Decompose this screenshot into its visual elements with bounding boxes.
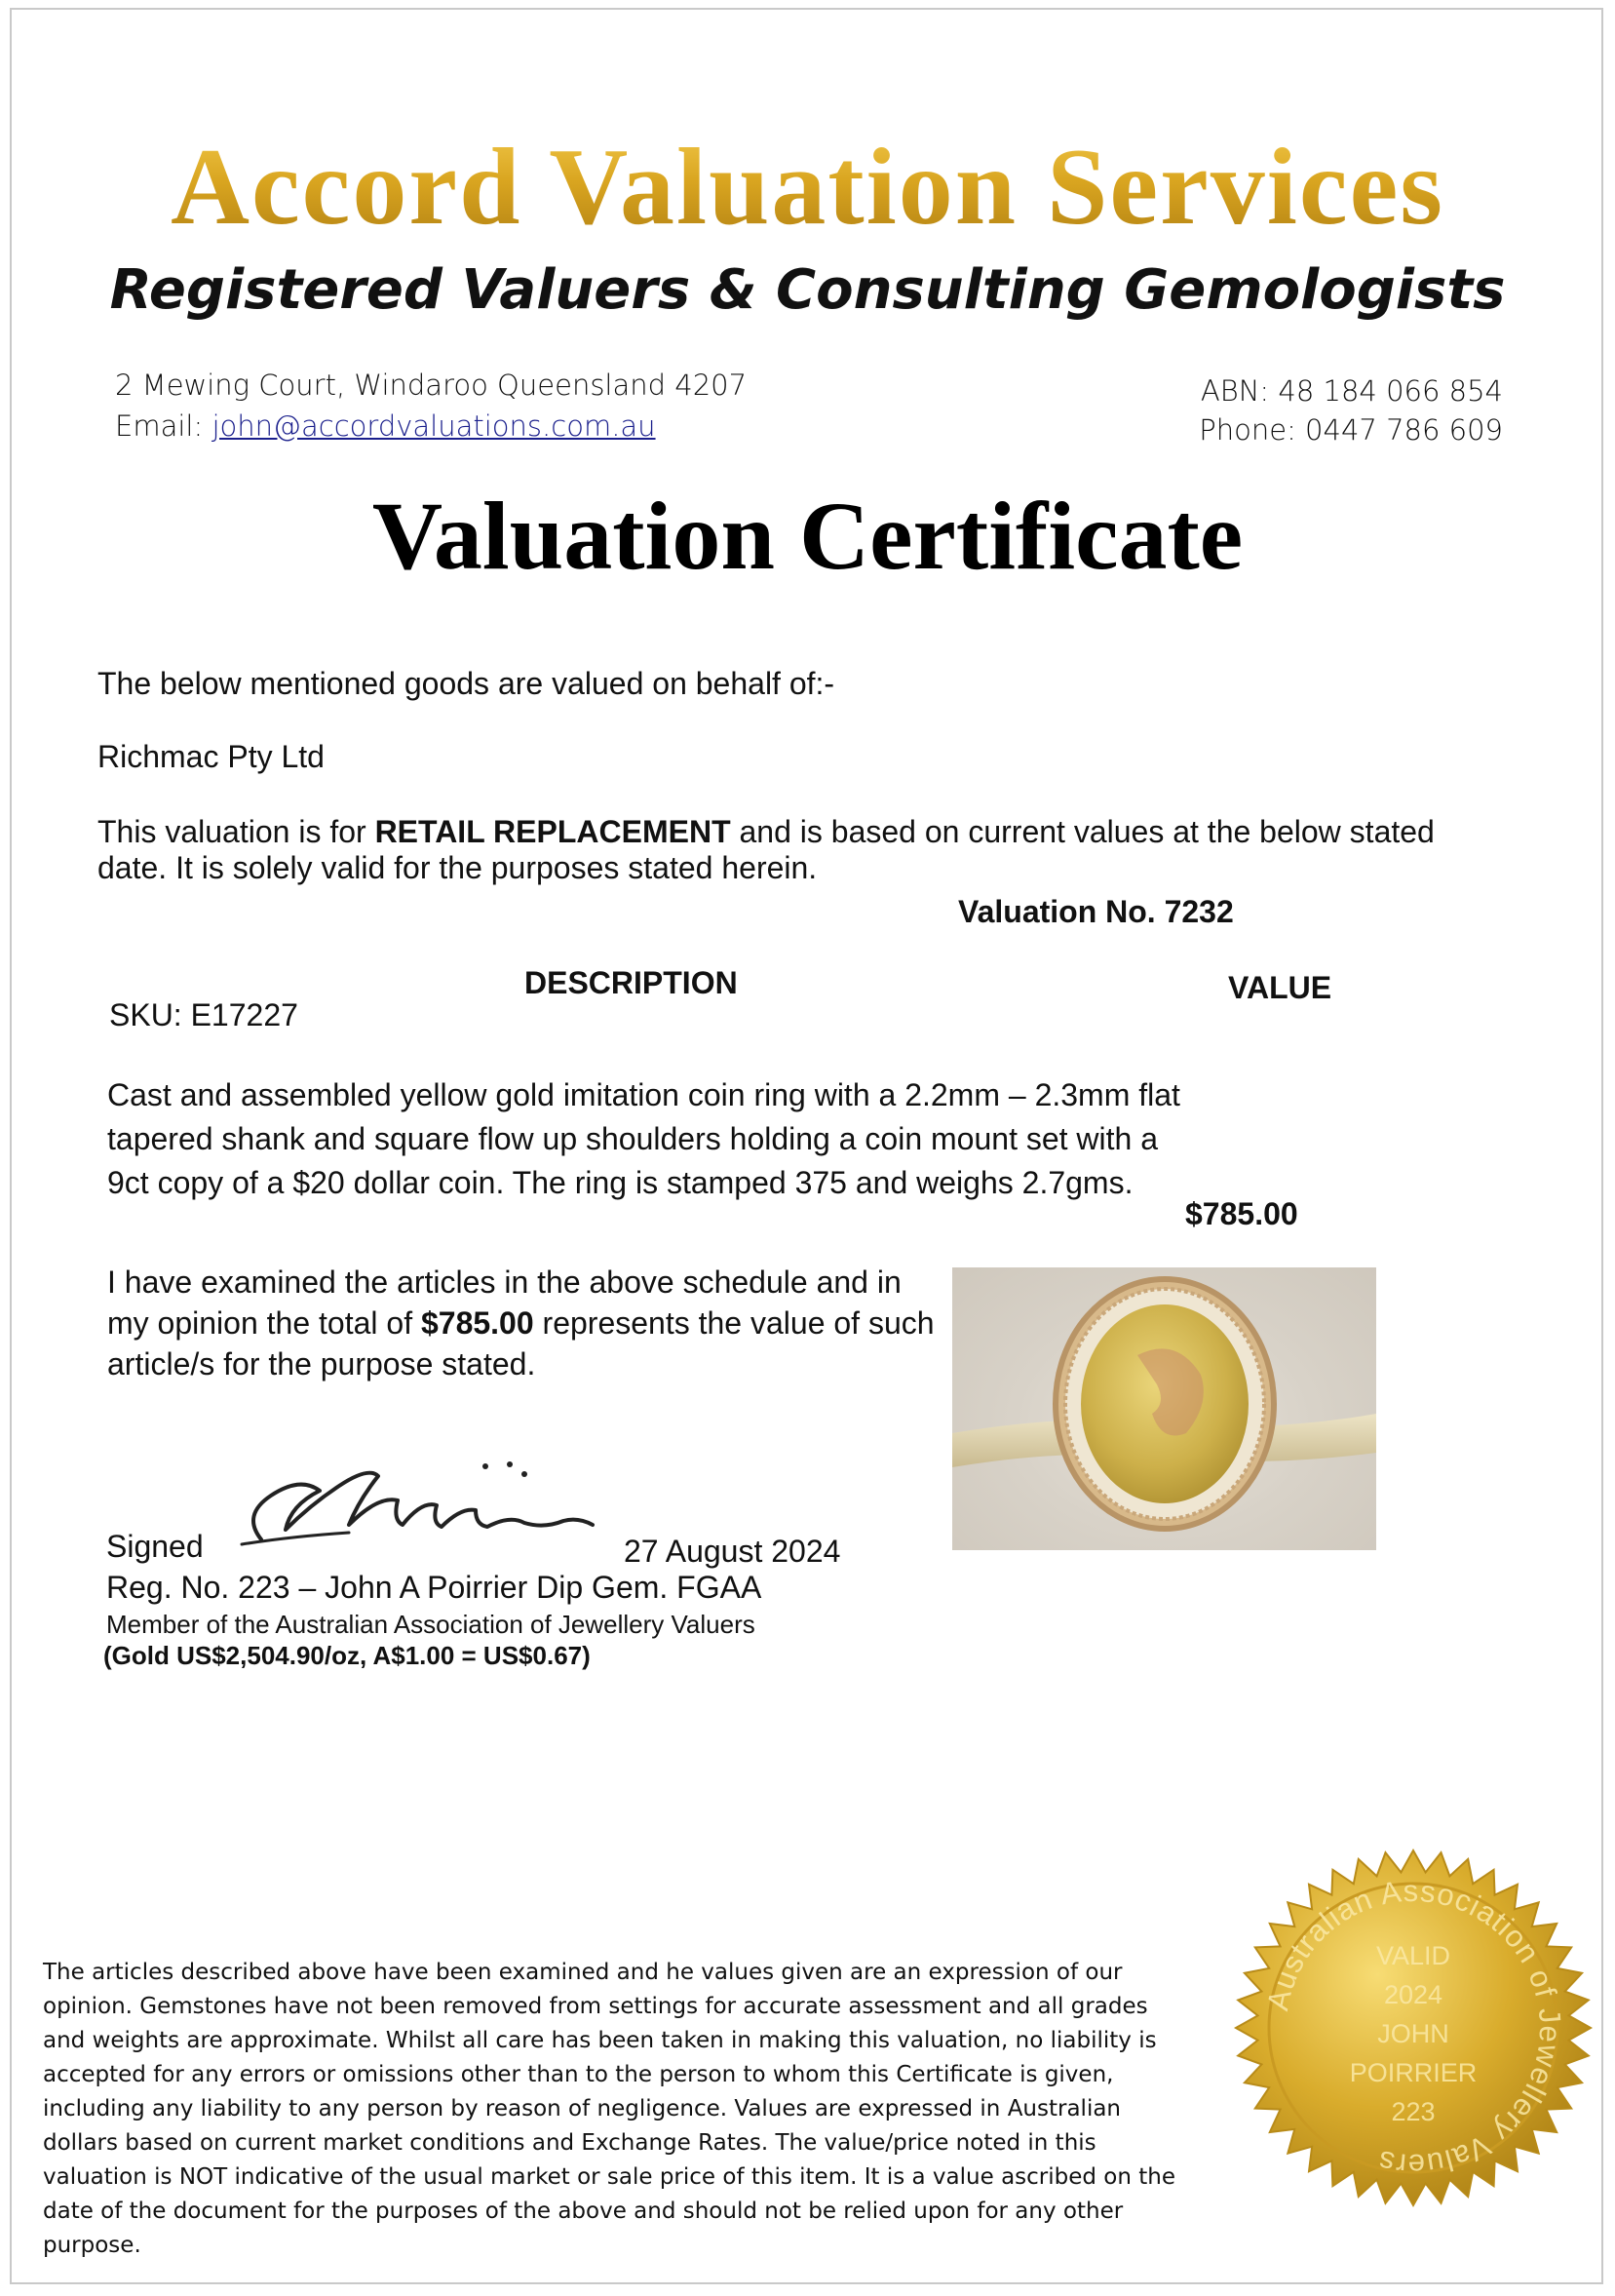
purpose-type: RETAIL REPLACEMENT [374, 814, 731, 849]
purpose-pre: This valuation is for [97, 814, 375, 849]
behalf-line: The below mentioned goods are valued on behalf of:- [97, 666, 835, 701]
membership-line: Member of the Australian Association of Jewellery Valuers [106, 1610, 755, 1639]
ring-photo [952, 1267, 1376, 1550]
seal-ring-text: Australian Association of Jewellery Valuers [1260, 1873, 1568, 2183]
ring-image [952, 1267, 1376, 1550]
company-address: 2 Mewing Court, Windaroo Queensland 4207 [115, 369, 748, 402]
company-name: Accord Valuation Services [0, 125, 1615, 251]
item-description: Cast and assembled yellow gold imitation coin ring with a 2.2mm – 2.3mm flat tapered shank and square flow up shoulders holding a coin mount set with a 9ct copy of a $20 dollar coin. The ring is stamped 375 and weighs 2.7gms. [107, 1077, 1180, 1200]
registration-line: Reg. No. 223 – John A Poirrier Dip Gem. FGAA [106, 1570, 762, 1605]
seal-number: 223 [1391, 2097, 1436, 2126]
client-name: Richmac Pty Ltd [97, 739, 325, 774]
value-header: VALUE [1228, 970, 1332, 1005]
purpose-line-1 [97, 814, 1435, 850]
gold-rate-line: (Gold US$2,504.90/oz, A$1.00 = US$0.67) [103, 1641, 591, 1670]
valuer-opinion [107, 1262, 941, 1384]
email-link[interactable]: john@accordvaluations.com.au [211, 409, 656, 443]
opinion-post: represents the value of such article/s for the purpose stated. [107, 1305, 935, 1381]
signature-mark [232, 1447, 612, 1564]
purpose-line-2: date. It is solely valid for the purposes stated herein. [97, 850, 818, 885]
description-header: DESCRIPTION [524, 965, 738, 1000]
disclaimer: The articles described above have been examined and he values given are an expression of our opinion. Gemstones have not been removed from settings for accurate assessment and all grades and weights are approximate. Whilst all care has been taken in making this valuation, no liability is accepted for any errors or omissions other than to the person to whom this Certificate is given, including any liability to any person by reason of negligence. Values are expressed in Australian dollars based on current market conditions and Exchange Rates. The value/price noted in this valuation is NOT indicative of the usual market or sale price of this item. It is a value ascribed on the date of the document for the purposes of the above and should not be relied upon for any other purpose. [43, 1960, 1176, 2258]
company-tagline: Registered Valuers & Consulting Gemologists [109, 258, 1506, 322]
signed-label: Signed [106, 1529, 204, 1564]
purpose-post: and is based on current values at the below stated [730, 814, 1435, 849]
gold-seal [1233, 1848, 1594, 2208]
sku: SKU: E17227 [109, 997, 298, 1032]
opinion-amount: $785.00 [420, 1305, 534, 1341]
item-value: $785.00 [1185, 1196, 1298, 1231]
abn: ABN: 48 184 066 854 [1200, 374, 1503, 408]
seal-year: 2024 [1383, 1980, 1443, 2009]
seal-valid: VALID [1375, 1941, 1451, 1970]
opinion-pre: I have examined the articles in the above schedule and in my opinion the total of [107, 1265, 902, 1341]
phone: Phone: 0447 786 609 [1199, 413, 1503, 447]
email-line [115, 409, 656, 443]
certificate-title: Valuation Certificate [371, 482, 1244, 590]
seal-first-name: JOHN [1377, 2019, 1449, 2048]
seal-surname: POIRRIER [1349, 2058, 1478, 2087]
email-label: Email: [115, 409, 204, 443]
valuation-number: Valuation No. 7232 [958, 894, 1234, 929]
signature-date: 27 August 2024 [624, 1534, 841, 1569]
